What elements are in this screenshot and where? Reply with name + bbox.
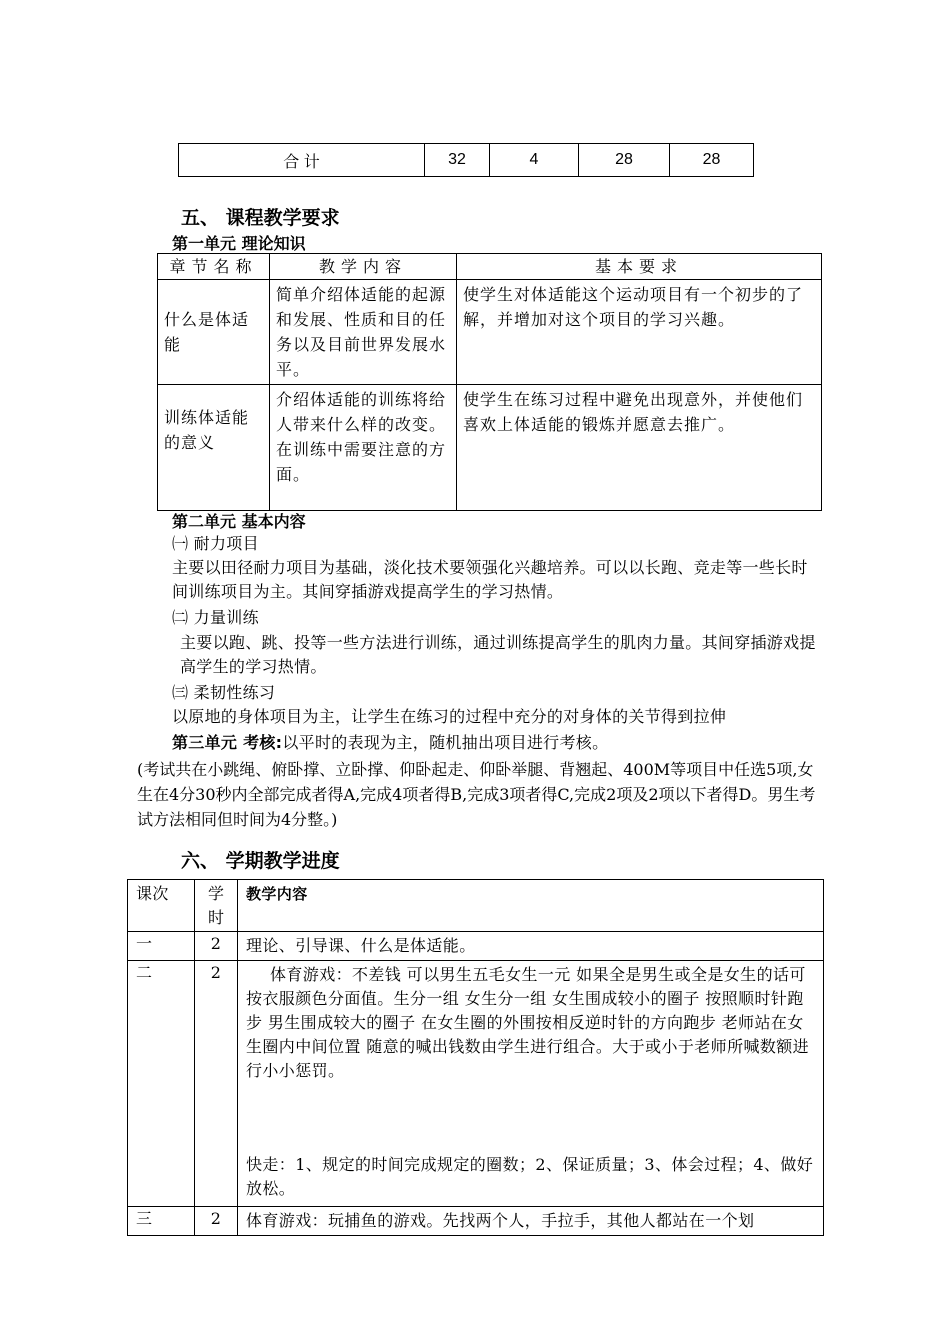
item-heading: ㈢ 柔韧性练习 <box>172 683 276 702</box>
theory-requirement: 使学生对体适能这个运动项目有一个初步的了解，并增加对这个项目的学习兴趣。 <box>457 280 822 385</box>
total-value: 28 <box>579 144 670 177</box>
unit1-title: 第一单元 理论知识 <box>172 234 306 253</box>
unit3-line <box>172 731 608 755</box>
item-text: 主要以田径耐力项目为基础，淡化技术要领强化兴趣培养。可以以长跑、竞走等一些长时间训练项目为主。其间穿插游戏提高学生的学习热情。 <box>172 558 808 601</box>
theory-chapter: 训练体适能的意义 <box>158 385 270 511</box>
total-value: 32 <box>425 144 490 177</box>
schedule-header: 学时 <box>195 880 238 932</box>
item-text: 以原地的身体项目为主，让学生在练习的过程中充分的对身体的关节得到拉伸 <box>172 707 727 726</box>
theory-header: 基本要求 <box>457 254 822 280</box>
schedule-header: 课次 <box>128 880 195 932</box>
total-value: 28 <box>670 144 754 177</box>
theory-requirement: 使学生在练习过程中避免出现意外，并使他们喜欢上体适能的锻炼并愿意去推广。 <box>457 385 822 511</box>
total-value: 4 <box>490 144 579 177</box>
theory-content: 简单介绍体适能的起源和发展、性质和目的任务以及目前世界发展水平。 <box>270 280 457 385</box>
schedule-content: 体育游戏：不差钱 可以男生五毛女生一元 如果全是男生或全是女生的话可按衣服颜色分面值。生分一组 女生分一组 女生围成较小的圈子 按照顺时针跑步 男生围成较大的圈子 在女生圈的外围按相反逆时针的方向跑步 老师站在女生圈内中间位置 随意的喊出钱数由学生进行组合。大于或小于老师所喊数额进行小小惩罚。 <box>246 965 810 1080</box>
theory-table <box>157 253 822 511</box>
total-label: 合 计 <box>179 144 425 177</box>
schedule-content: 体育游戏：玩捕鱼的游戏。先找两个人，手拉手，其他人都站在一个划 <box>238 1207 824 1236</box>
schedule-header: 教学内容 <box>238 880 824 932</box>
schedule-content-cell <box>238 961 824 1207</box>
schedule-lesson: 二 <box>128 961 195 1207</box>
schedule-hours: 2 <box>195 1207 238 1236</box>
theory-header: 教学内容 <box>270 254 457 280</box>
unit3-label: 第三单元 考核: <box>172 733 283 752</box>
schedule-hours: 2 <box>195 932 238 961</box>
schedule-content: 快走：1、规定的时间完成规定的圈数；2、保证质量；3、体会过程；4、做好放松。 <box>246 1155 814 1198</box>
schedule-content: 理论、引导课、什么是体适能。 <box>238 932 824 961</box>
schedule-hours: 2 <box>195 961 238 1207</box>
unit2-title: 第二单元 基本内容 <box>172 512 306 531</box>
schedule-lesson: 一 <box>128 932 195 961</box>
item-text: 主要以跑、跳、投等一些方法进行训练，通过训练提高学生的肌肉力量。其间穿插游戏提高学生的学习热情。 <box>180 633 816 676</box>
unit3-text: 以平时的表现为主，随机抽出项目进行考核。 <box>282 733 609 752</box>
section5-title: 五、 课程教学要求 <box>181 207 340 229</box>
schedule-lesson: 三 <box>128 1207 195 1236</box>
item-heading: ㈠ 耐力项目 <box>172 534 259 553</box>
theory-chapter: 什么是体适能 <box>158 280 270 385</box>
section6-title: 六、 学期教学进度 <box>181 850 340 872</box>
total-row-table <box>178 143 754 177</box>
theory-content: 介绍体适能的训练将给人带来什么样的改变。在训练中需要注意的方面。 <box>270 385 457 511</box>
item-heading: ㈡ 力量训练 <box>172 608 259 627</box>
theory-header: 章节名称 <box>158 254 270 280</box>
exam-note: (考试共在小跳绳、俯卧撑、立卧撑、仰卧起走、仰卧举腿、背翘起、400M等项目中任选5项,女生在4分30秒内全部完成者得A,完成4项者得B,完成3项者得C,完成2项及2项以下者得D。男生考试方法相同但时间为4分整。) <box>137 760 816 829</box>
schedule-table <box>127 879 824 1236</box>
